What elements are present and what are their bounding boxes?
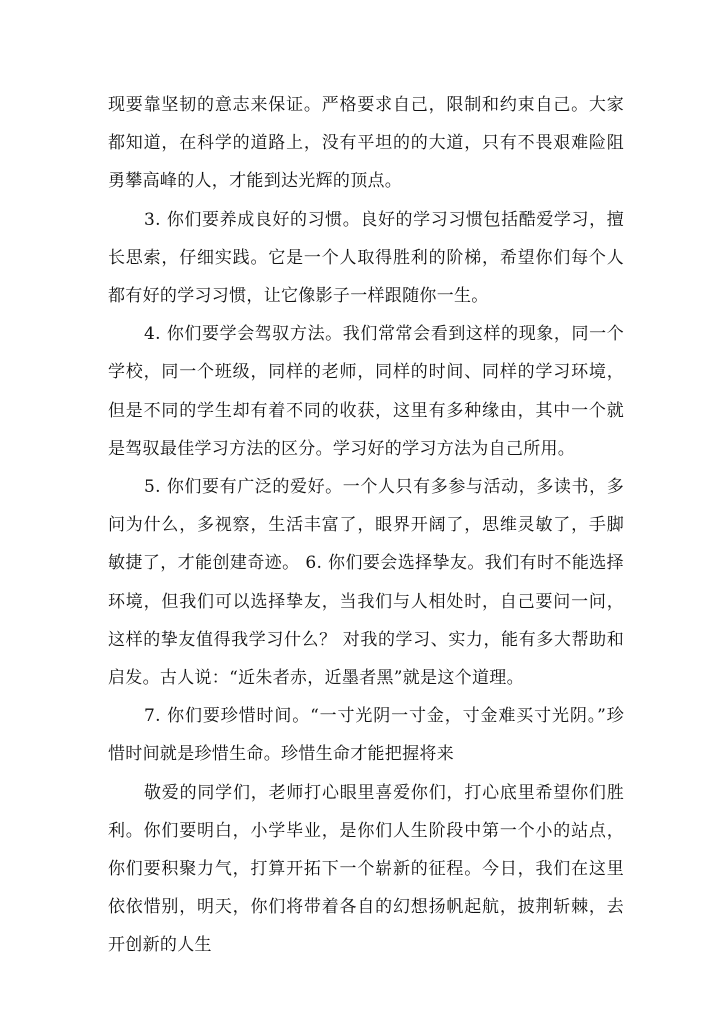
document-body	[108, 86, 624, 965]
paragraph-time: 7. 你们要珍惜时间。“一寸光阴一寸金，寸金难买寸光阴。”珍惜时间就是珍惜生命。珍惜生命才能把握将来	[108, 706, 624, 765]
paragraph-hobbies-friends: 5. 你们要有广泛的爱好。一个人只有多参与活动，多读书，多问为什么，多视察，生活丰富了，眼界开阔了，思维灵敏了，手脚敏捷了，才能创建奇迹。 6. 你们要会选择挚友。我们有时不能选择环境，但我们可以选择挚友，当我们与人相处时，自己要问一问，这样的挚友值得我学习什么？ 对我的学习、实力，能有多大帮助和启发。古人说：“近朱者赤，近墨者黑”就是这个道理。	[108, 477, 624, 689]
paragraph-habits: 3. 你们要养成良好的习惯。良好的学习习惯包括酷爱学习，擅长思索，仔细实践。它是一个人取得胜利的阶梯，希望你们每个人都有好的学习习惯，让它像影子一样跟随你一生。	[108, 209, 624, 307]
paragraph-closing: 敬爱的同学们，老师打心眼里喜爱你们，打心底里希望你们胜利。你们要明白，小学毕业，是你们人生阶段中第一个小的站点，你们要积聚力气，打算开拓下一个崭新的征程。今日，我们在这里依依惜别，明天，你们将带着各自的幻想扬帆起航，披荆斩棘，去开创新的人生	[108, 782, 624, 956]
paragraph-methods: 4. 你们要学会驾驭方法。我们常常会看到这样的现象，同一个学校，同一个班级，同样的老师，同样的时间、同样的学习环境，但是不同的学生却有着不同的收获，这里有多种缘由，其中一个就是驾驭最佳学习方法的区分。学习好的学习方法为自己所用。	[108, 324, 624, 459]
paragraph-continuation: 现要靠坚韧的意志来保证。严格要求自己，限制和约束自己。大家都知道，在科学的道路上，没有平坦的的大道，只有不畏艰难险阻勇攀高峰的人，才能到达光辉的顶点。	[108, 95, 624, 192]
